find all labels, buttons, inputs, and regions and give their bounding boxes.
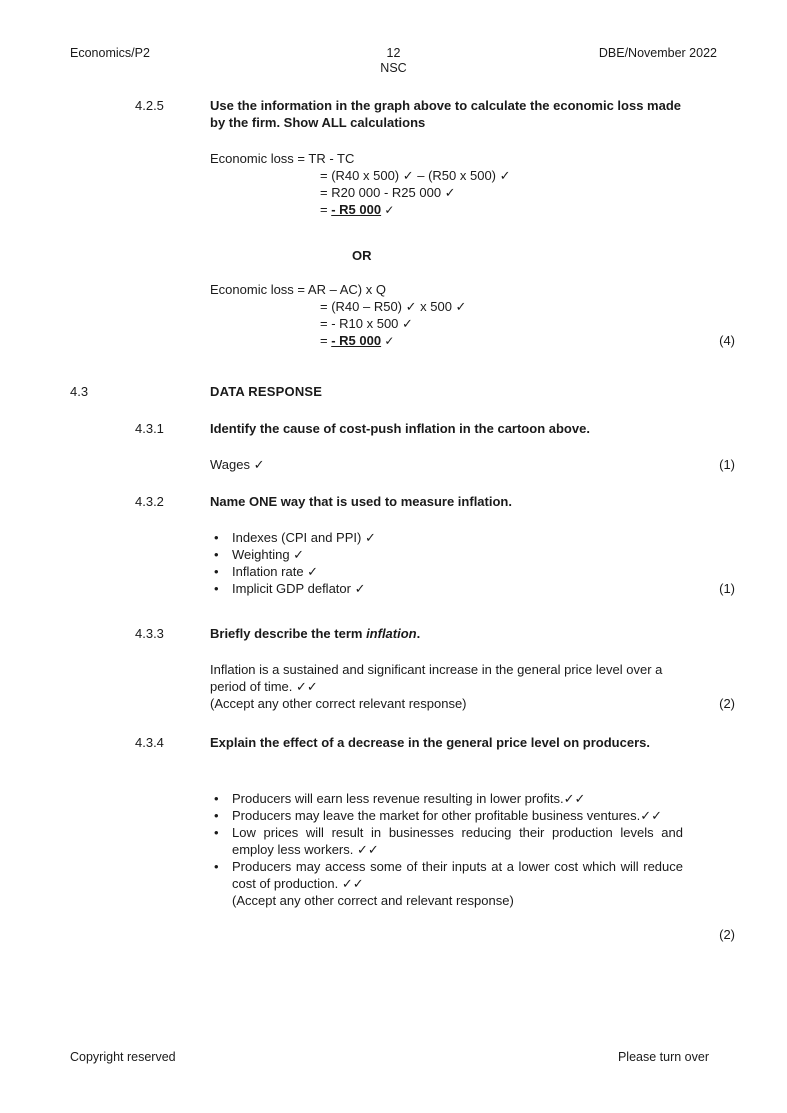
method-1-line-3: = R20 000 - R25 000 ✓ [320,185,456,200]
answer-4-3-4-bullets [210,790,683,909]
list-item-label: Producers may leave the market for other profitable business ventures.✓✓ [232,808,663,823]
question-4-3-2-number: 4.3.2 [135,494,164,509]
question-4-3-3-prompt-pre: Briefly describe the term [210,626,367,641]
method-1-line-4 [210,201,683,219]
answer-4-2-5-method-1 [70,150,735,219]
list-item [210,858,683,892]
bullet-icon: • [214,825,219,840]
method-1-line-2: = (R40 x 500) ✓ – (R50 x 500) ✓ [320,168,511,183]
answer-4-3-3-note: (Accept any other correct relevant response) [210,696,467,711]
or-wrap [210,247,683,264]
question-4-2-5 [70,97,735,131]
bullet-icon: • [214,581,219,596]
marks-4-3-3: (2) [719,696,735,711]
footer-copyright: Copyright reserved [70,1050,176,1064]
question-4-3-3-prompt-post: . [416,626,421,641]
list-item-label: Inflation rate ✓ [232,564,319,579]
method-2-line-3: = - R10 x 500 ✓ [320,316,413,331]
question-4-3-3-prompt-row [70,625,735,642]
bullet-icon: • [214,808,219,823]
list-item-label: Indexes (CPI and PPI) ✓ [232,530,376,545]
question-4-3-2-prompt-row [70,493,735,510]
bullet-list-4-3-4 [210,790,683,892]
question-4-3 [70,383,735,400]
question-4-3-2 [70,493,735,510]
or-label: OR [352,248,372,263]
question-4-3-4 [70,734,735,751]
question-4-2-5-prompt: Use the information in the graph above to calculate the economic loss made by the firm. Show ALL calculations [210,98,681,130]
answer-4-3-1 [70,456,735,473]
bullet-icon: • [214,859,219,874]
question-4-3-title: DATA RESPONSE [210,384,323,399]
answer-4-2-5-or-separator [70,247,735,264]
running-header [70,46,717,80]
question-4-3-4-prompt: Explain the effect of a decrease in the general price level on producers. [210,735,650,750]
question-4-3-1-prompt: Identify the cause of cost-push inflation in the cartoon above. [210,421,590,436]
question-4-2-5-number: 4.2.5 [135,98,164,113]
marks-4-3-4: (2) [719,927,735,942]
marks-4-3-1: (1) [719,457,735,472]
list-item [210,790,683,807]
method-1-line-1: Economic loss = TR - TC [210,151,355,166]
answer-4-3-4-note: (Accept any other correct and relevant response) [232,893,514,908]
answer-4-3-3-text: Inflation is a sustained and significant increase in the general price level over a period of time. ✓✓ [210,662,663,694]
bullet-icon: • [214,791,219,806]
method-2-line-4 [210,332,683,350]
list-item [210,529,683,546]
method-2-line-1: Economic loss = AR – AC) x Q [210,282,386,297]
list-item-label: Low prices will result in businesses reducing their production levels and employ less workers. ✓✓ [232,825,683,857]
question-4-3-row [70,383,735,400]
list-item [210,563,683,580]
method-1-lines [210,150,683,219]
question-4-3-3-prompt [210,625,683,642]
answer-4-2-5-method-2 [70,281,735,350]
method-2-line-4-prefix: = [320,333,332,348]
page-footer [70,1049,717,1067]
bullet-icon: • [214,530,219,545]
question-4-3-3-number: 4.3.3 [135,626,164,641]
footer-turn-over: Please turn over [617,1050,709,1064]
question-4-3-1-number: 4.3.1 [135,421,164,436]
method-1-line-4-prefix: = [320,202,332,217]
question-4-3-4-number: 4.3.4 [135,735,164,750]
answer-4-3-1-text: Wages ✓ [210,457,265,472]
question-4-3-3-prompt-term: inflation [366,626,417,641]
list-item [210,824,683,858]
list-item-label: Implicit GDP deflator ✓ [232,581,366,596]
answer-4-3-2-bullets [210,529,683,597]
header-exam-session: DBE/November 2022 [598,46,717,60]
page-number: 12 [386,46,401,60]
method-2-line-2: = (R40 – R50) ✓ x 500 ✓ [320,299,467,314]
bullet-icon: • [214,564,219,579]
answer-4-3-4 [70,790,735,942]
question-4-3-number: 4.3 [70,384,89,399]
list-item [210,580,683,597]
marks-4-3-2: (1) [719,581,735,596]
answer-4-3-2 [70,529,735,597]
method-1-final-answer: - R5 000 [331,202,382,217]
method-2-line-4-tick: ✓ [381,334,395,348]
list-item-label: Weighting ✓ [232,547,305,562]
method-1-line-4-tick: ✓ [381,203,395,217]
bullet-list-4-3-2 [210,529,683,597]
marks-4-2-5: (4) [719,333,735,348]
list-item [210,546,683,563]
method-2-lines [210,281,683,350]
list-item-label: Producers may access some of their inputs at a lower cost which will reduce cost of production. ✓✓ [232,859,683,891]
header-qualification: NSC [380,61,407,75]
question-4-2-5-prompt-row [70,97,735,131]
list-item-label: Producers will earn less revenue resulting in lower profits.✓✓ [232,791,586,806]
header-subject: Economics/P2 [70,46,150,60]
list-item [210,807,683,824]
bullet-icon: • [214,547,219,562]
question-4-3-2-prompt: Name ONE way that is used to measure inflation. [210,494,512,509]
answer-4-3-3 [70,661,735,712]
question-4-3-1 [70,420,735,437]
question-4-3-4-prompt-row [70,734,735,751]
question-4-3-1-prompt-row [70,420,735,437]
method-2-final-answer: - R5 000 [331,333,382,348]
question-4-3-3 [70,625,735,642]
